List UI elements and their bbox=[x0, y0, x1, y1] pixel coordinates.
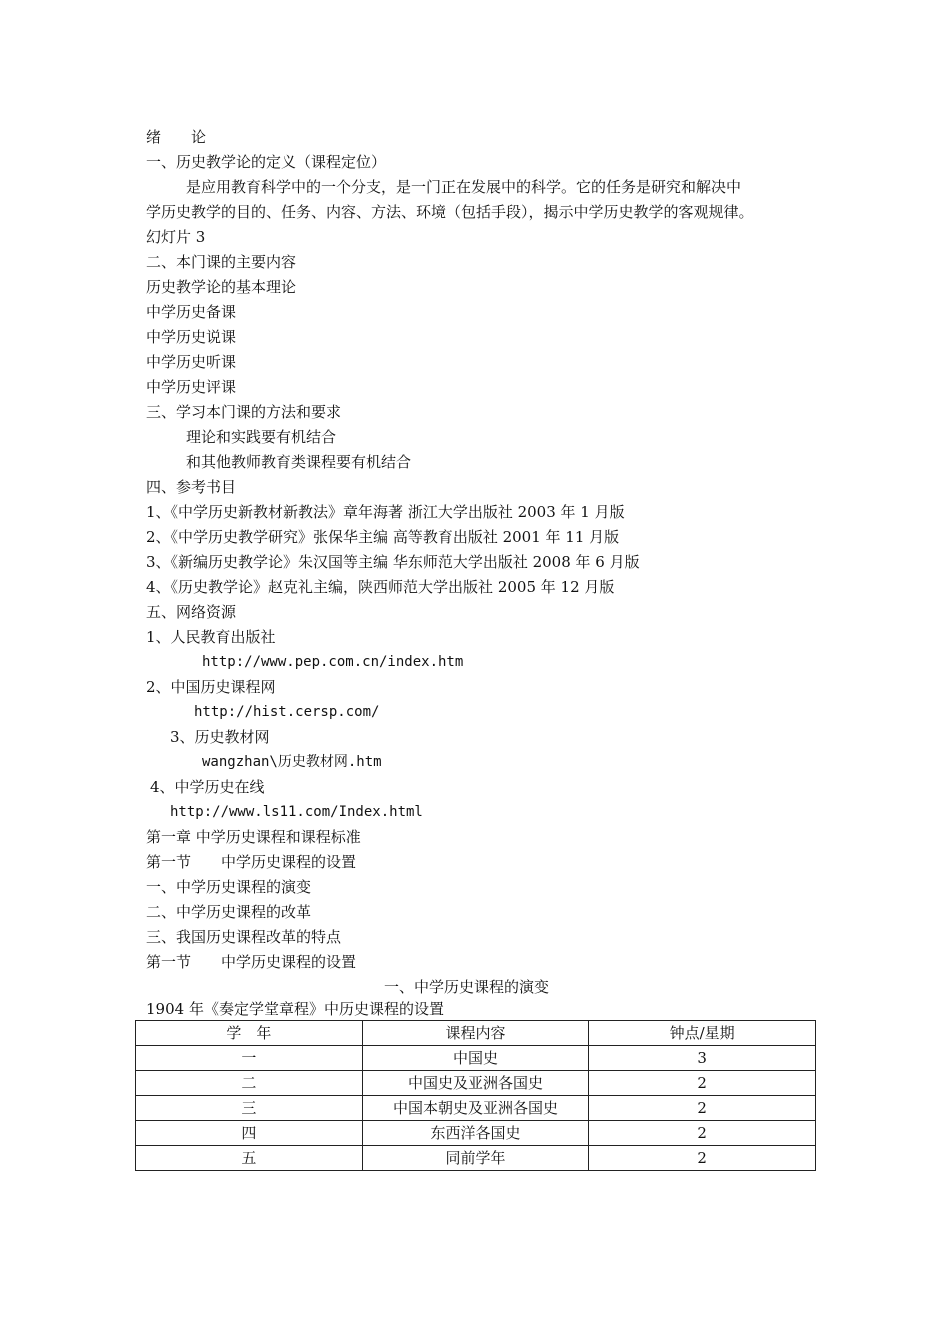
content-item: 中学历史评课 bbox=[146, 378, 237, 396]
outline-item: 三、我国历史课程改革的特点 bbox=[146, 928, 342, 946]
table-cell: 中国史 bbox=[362, 1046, 589, 1071]
outline-item: 二、中学历史课程的改革 bbox=[146, 903, 312, 921]
table-cell: 五 bbox=[136, 1146, 363, 1171]
column-header: 钟点/星期 bbox=[589, 1021, 816, 1046]
table-cell: 二 bbox=[136, 1071, 363, 1096]
section-title: 第一节 中学历史课程的设置 bbox=[146, 853, 357, 871]
centered-heading: 一、中学历史课程的演变 bbox=[384, 978, 550, 996]
web-resource-name: 1、人民教育出版社 bbox=[146, 628, 276, 646]
web-resource-link[interactable]: http://www.ls11.com/Index.html bbox=[170, 804, 423, 820]
column-header: 课程内容 bbox=[362, 1021, 589, 1046]
web-resource-name: 4、中学历史在线 bbox=[150, 778, 265, 796]
reference-book: 4、《历史教学论》赵克礼主编，陕西师范大学出版社 2005 年 12 月版 bbox=[146, 578, 615, 596]
table-cell: 2 bbox=[589, 1121, 816, 1146]
table-cell: 东西洋各国史 bbox=[362, 1121, 589, 1146]
section-heading-2: 二、本门课的主要内容 bbox=[146, 253, 297, 271]
table-cell: 3 bbox=[589, 1046, 816, 1071]
outline-item: 一、中学历史课程的演变 bbox=[146, 878, 312, 896]
table-row bbox=[136, 1071, 816, 1096]
content-item: 历史教学论的基本理论 bbox=[146, 278, 297, 296]
web-resource-link[interactable]: wangzhan\历史教材网.htm bbox=[202, 754, 382, 770]
table-cell: 2 bbox=[589, 1146, 816, 1171]
table-row bbox=[136, 1046, 816, 1071]
table-row bbox=[136, 1146, 816, 1171]
content-item: 中学历史说课 bbox=[146, 328, 237, 346]
section-heading-3: 三、学习本门课的方法和要求 bbox=[146, 403, 342, 421]
web-resource-link[interactable]: http://www.pep.com.cn/index.htm bbox=[202, 654, 464, 670]
content-item: 中学历史听课 bbox=[146, 353, 237, 371]
table-cell: 同前学年 bbox=[362, 1146, 589, 1171]
intro-title: 绪 论 bbox=[146, 128, 207, 146]
column-header: 学 年 bbox=[136, 1021, 363, 1046]
section-heading-4: 四、参考书目 bbox=[146, 478, 237, 496]
table-cell: 中国史及亚洲各国史 bbox=[362, 1071, 589, 1096]
table-row bbox=[136, 1121, 816, 1146]
section-heading-5: 五、网络资源 bbox=[146, 603, 237, 621]
section-title: 第一节 中学历史课程的设置 bbox=[146, 953, 357, 971]
table-cell: 三 bbox=[136, 1096, 363, 1121]
table-header-row bbox=[136, 1021, 816, 1046]
method-item: 和其他教师教育类课程要有机结合 bbox=[186, 453, 412, 471]
chapter-title: 第一章 中学历史课程和课程标准 bbox=[146, 828, 361, 846]
reference-book: 1、《中学历史新教材新教法》章年海著 浙江大学出版社 2003 年 1 月版 bbox=[146, 503, 625, 521]
reference-book: 3、《新编历史教学论》朱汉国等主编 华东师范大学出版社 2008 年 6 月版 bbox=[146, 553, 640, 571]
definition-paragraph-line-2: 学历史教学的目的、任务、内容、方法、环境（包括手段），揭示中学历史教学的客观规律。 bbox=[146, 203, 754, 221]
content-item: 中学历史备课 bbox=[146, 303, 237, 321]
reference-book: 2、《中学历史教学研究》张保华主编 高等教育出版社 2001 年 11 月版 bbox=[146, 528, 620, 546]
definition-paragraph-line-1: 是应用教育科学中的一个分支，是一门正在发展中的科学。它的任务是研究和解决中 bbox=[186, 178, 742, 196]
web-resource-link[interactable]: http://hist.cersp.com/ bbox=[194, 704, 380, 720]
table-cell: 一 bbox=[136, 1046, 363, 1071]
section-heading-1: 一、历史教学论的定义（课程定位） bbox=[146, 153, 387, 171]
method-item: 理论和实践要有机结合 bbox=[186, 428, 337, 446]
web-resource-name: 2、中国历史课程网 bbox=[146, 678, 276, 696]
table-row bbox=[136, 1096, 816, 1121]
table-caption: 1904 年《奏定学堂章程》中历史课程的设置 bbox=[146, 1000, 444, 1018]
table-cell: 中国本朝史及亚洲各国史 bbox=[362, 1096, 589, 1121]
table-cell: 四 bbox=[136, 1121, 363, 1146]
table-cell: 2 bbox=[589, 1071, 816, 1096]
web-resource-name: 3、历史教材网 bbox=[170, 728, 270, 746]
slide-reference: 幻灯片 3 bbox=[146, 228, 206, 246]
table-cell: 2 bbox=[589, 1096, 816, 1121]
course-table bbox=[135, 1020, 816, 1171]
